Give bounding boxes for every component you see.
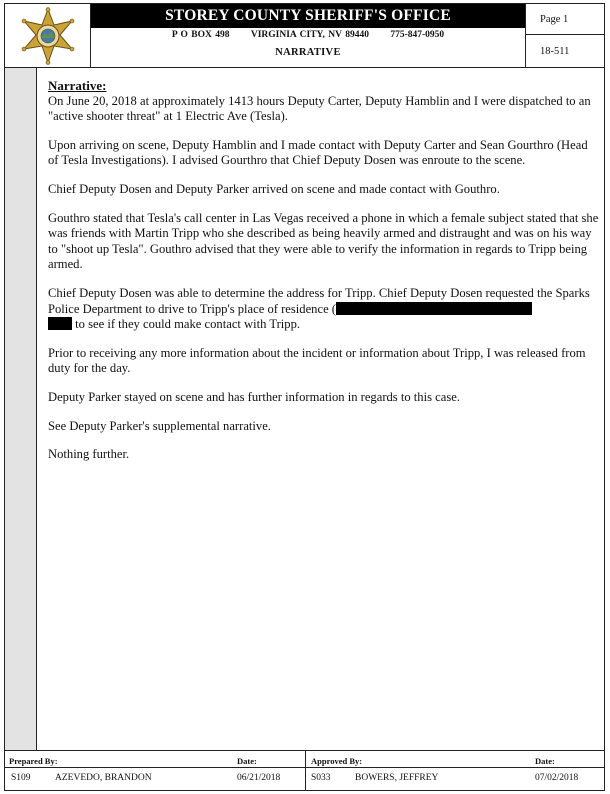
prepared-by-name: AZEVEDO, BRANDON: [55, 773, 152, 783]
narrative-body: [48, 78, 600, 476]
narrative-paragraph: Gouthro stated that Tesla's call center in Las Vegas received a phone in which a female subject stated that she was friends with Martin Tripp who she described as being heavily armed and distraught and was on his way to "shoot up Tesla". Gouthro advised that they were able to verify the information in regards to Tripp being armed.: [48, 210, 599, 272]
narrative-paragraph: Prior to receiving any more information about the incident or information about Tripp, I was released from duty for the day.: [48, 345, 586, 376]
approved-by-label: Approved By:: [311, 756, 363, 766]
prepared-by-id: S109: [11, 773, 31, 783]
agency-address: [91, 30, 525, 40]
signature-footer: [5, 750, 604, 791]
sheriff-star-badge-icon: [18, 7, 78, 65]
approved-date: 07/02/2018: [535, 773, 579, 783]
paragraph-text: to see if they could make contact with Tripp.: [72, 317, 301, 332]
left-margin-bar: [5, 68, 37, 750]
narrative-paragraph: Upon arriving on scene, Deputy Hamblin and I made contact with Deputy Carter and Sean Gourthro (Head of Tesla Investigations). I advised Gourthro that Chief Deputy Dosen was enroute to the scene.: [48, 137, 588, 168]
page-number: Page 1: [526, 4, 604, 35]
narrative-paragraph: See Deputy Parker's supplemental narrative.: [48, 418, 271, 433]
phone-number: 775-847-0950: [390, 30, 445, 40]
page-info: [525, 4, 604, 67]
approved-date-label: Date:: [535, 756, 555, 766]
narrative-paragraph: Chief Deputy Dosen and Deputy Parker arrived on scene and made contact with Gouthro.: [48, 181, 500, 196]
prepared-date: 06/21/2018: [237, 773, 281, 783]
agency-title: STOREY COUNTY SHERIFF'S OFFICE: [91, 4, 525, 28]
narrative-paragraph: Nothing further.: [48, 447, 130, 462]
case-number: 18-511: [540, 46, 570, 57]
badge-cell: [5, 4, 91, 67]
paragraph-text: Chief Deputy Dosen was able to determine the address for Tripp. Chief Deputy Dosen requested the Sparks Police Department to drive to Tripp's place of residence (: [48, 285, 590, 316]
city-state-zip: VIRGINIA CITY, NV 89440: [250, 30, 369, 40]
narrative-paragraph: On June 20, 2018 at approximately 1413 hours Deputy Carter, Deputy Hamblin and I were dispatched to an "active shooter threat" at 1 Electric Ave (Tesla).: [48, 93, 591, 124]
redaction-block: [336, 302, 532, 315]
approved-by-name: BOWERS, JEFFREY: [355, 773, 439, 783]
footer-divider: [305, 751, 306, 791]
po-box: P O BOX 498: [171, 30, 230, 40]
report-page: [4, 3, 605, 791]
form-title: NARRATIVE: [275, 47, 341, 58]
report-header: [5, 4, 604, 68]
prepared-by-label: Prepared By:: [9, 756, 58, 766]
narrative-paragraph: [48, 286, 600, 333]
prepared-date-label: Date:: [237, 756, 257, 766]
narrative-heading: Narrative:: [48, 78, 107, 93]
redaction-block: [48, 317, 72, 330]
approved-by-id: S033: [311, 773, 331, 783]
narrative-paragraph: Deputy Parker stayed on scene and has further information in regards to this case.: [48, 389, 460, 404]
